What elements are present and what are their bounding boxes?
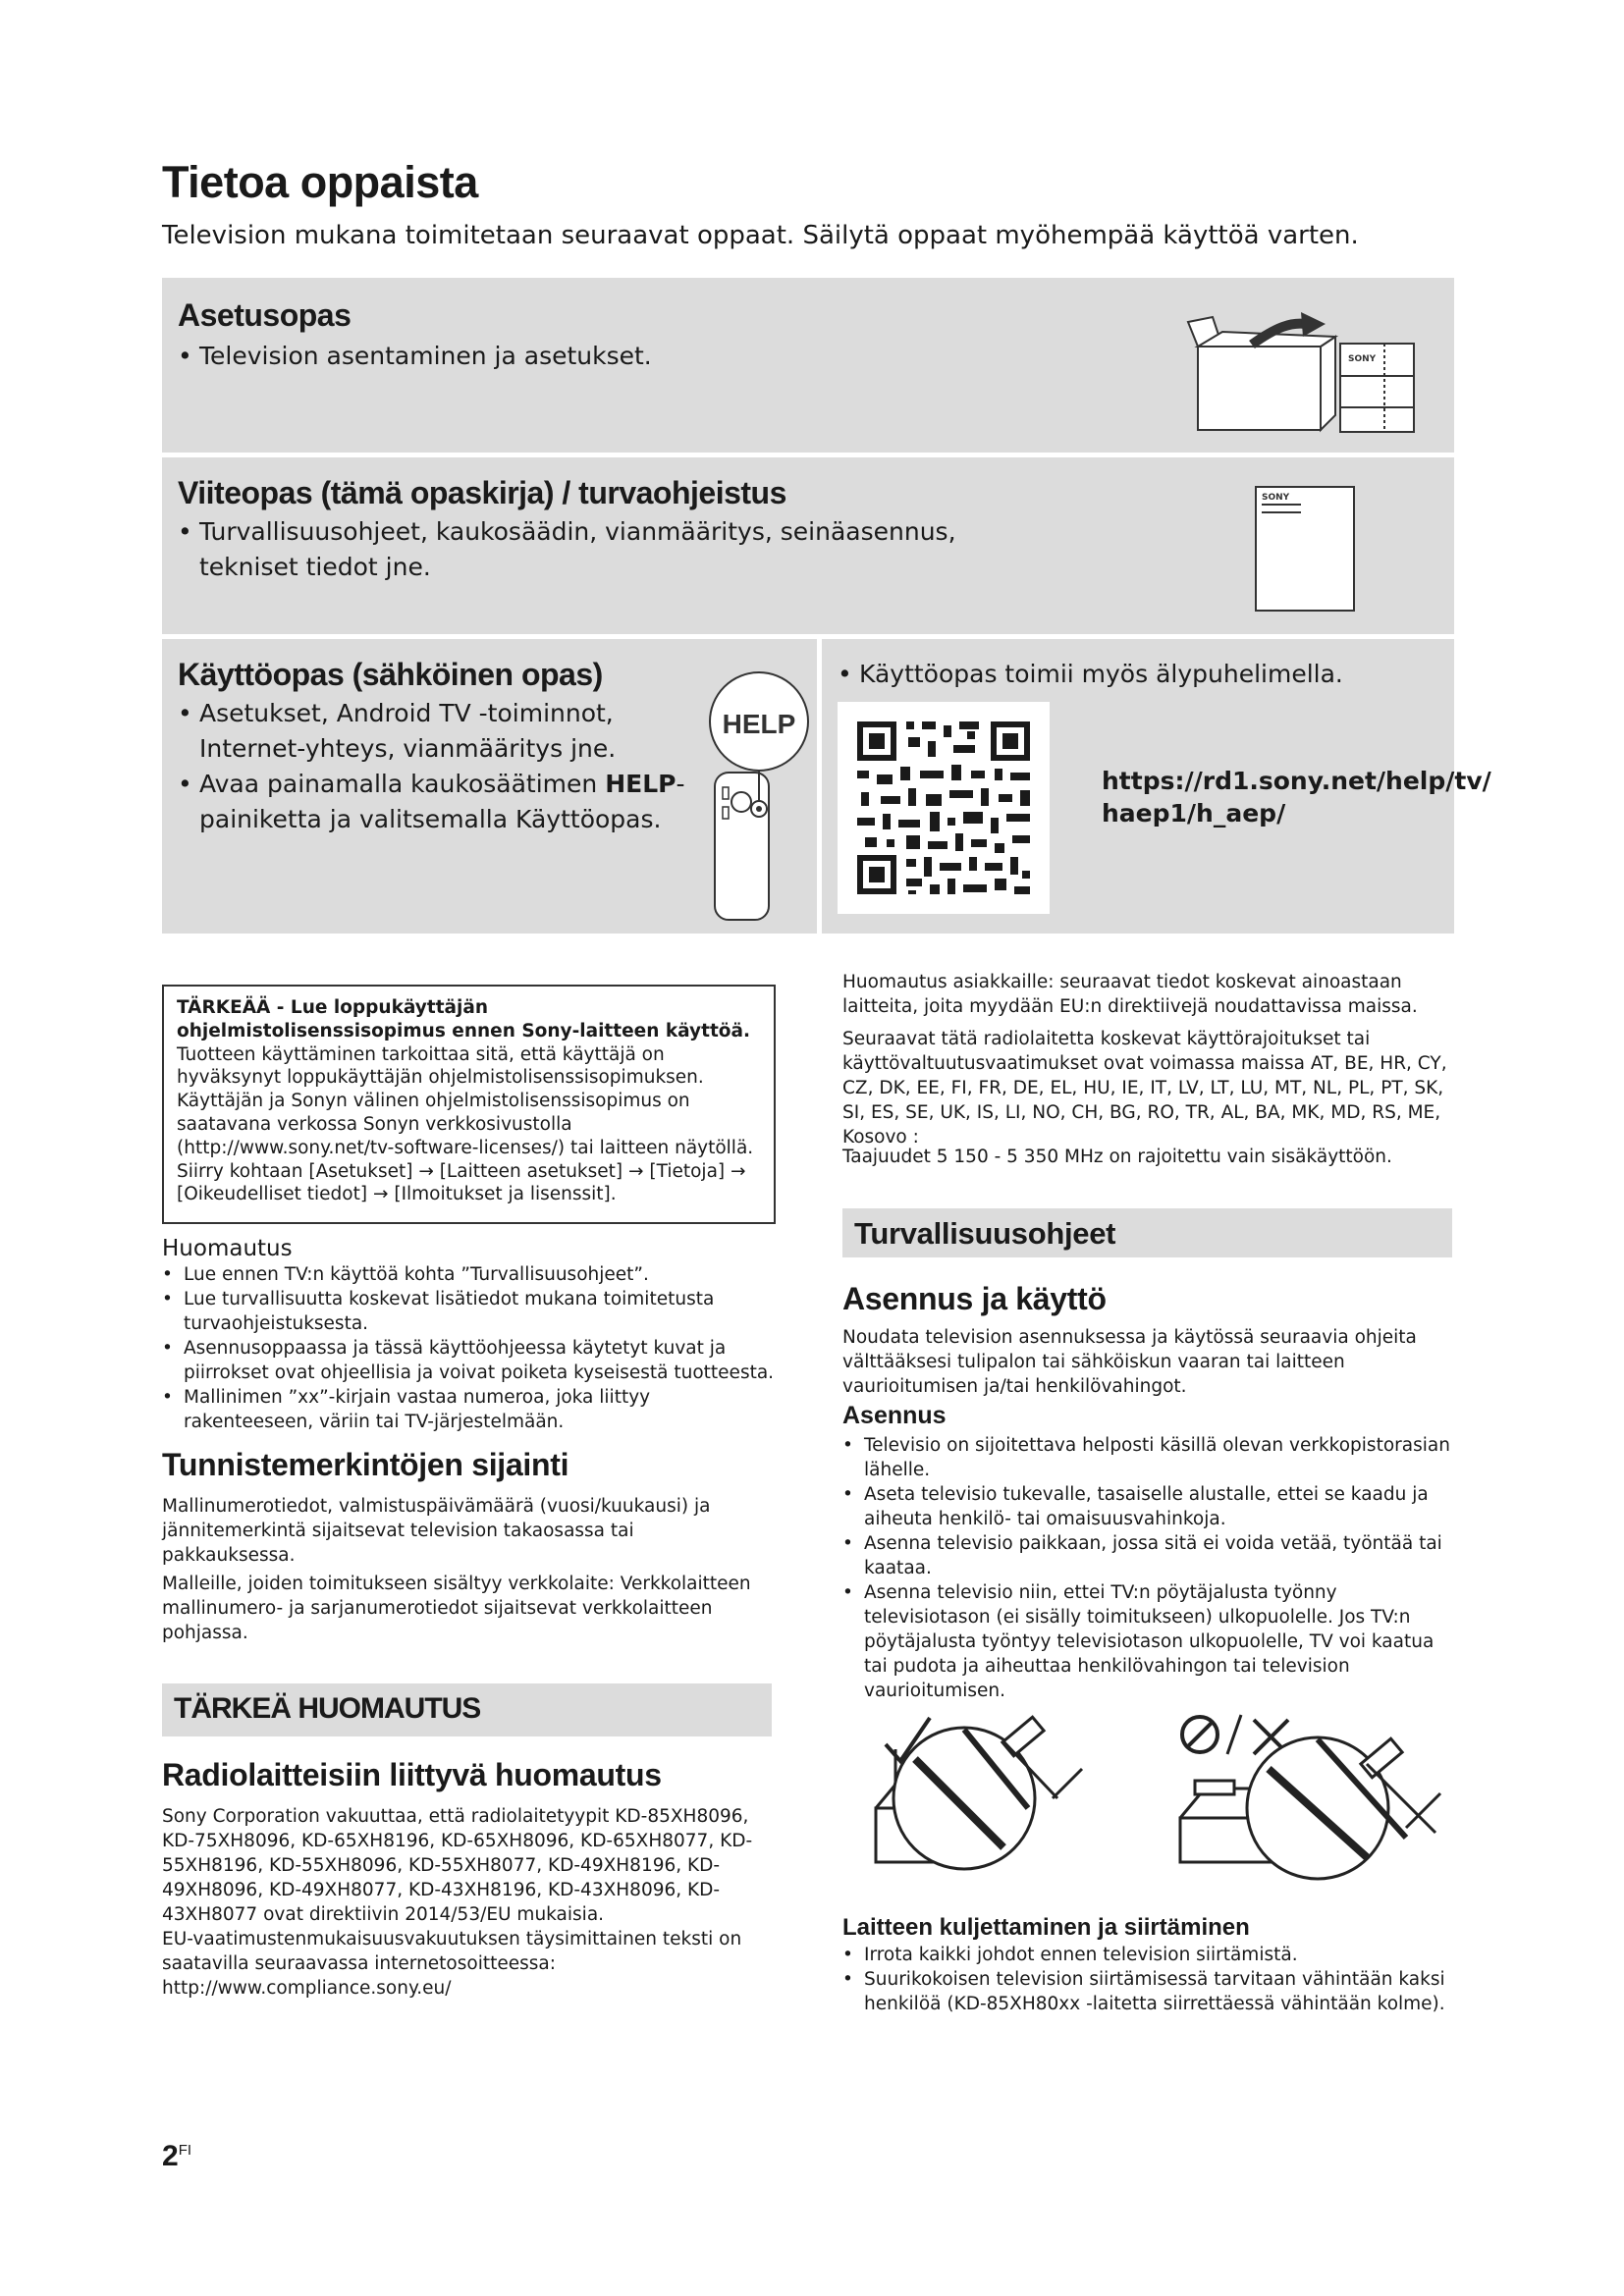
list-item: • Asenna televisio paikkaan, jossa sitä ei voida vetää, työntää tai kaataa. <box>842 1531 1461 1580</box>
list-item: • Käyttöopas toimii myös älypuhelimella. <box>838 657 1436 692</box>
booklet-logo-text: SONY <box>1262 493 1290 503</box>
reference-guide-title: Viiteopas (tämä opaskirja) / turvaohjeistus <box>178 475 786 510</box>
install-subheading: Asennus <box>842 1402 947 1429</box>
list-item: • Irrota kaikki johdot ennen television siirtämistä. <box>842 1943 1456 1967</box>
box-logo-text: SONY <box>1348 354 1377 364</box>
radio-paragraph: Sony Corporation vakuuttaa, että radiolaitetyypit KD-85XH8096, KD-75XH8096, KD-65XH8196, KD-65XH8096, KD-65XH8077, KD-55XH8196, KD-55XH8096, KD-55XH8077, KD-49XH8196, KD-49XH8096, KD-49XH8077, KD-43XH8196, KD-43XH8096, KD-43XH8077 ovat direktiivin 2014/53/EU mukaisia. <box>162 1806 753 1925</box>
list-item: • Suurikokoisen television siirtämisessä tarvitaan vähintään kaksi henkilöä (KD-85XH80xx -laitetta siirrettäessä vähintään kolme). <box>842 1967 1456 2016</box>
list-item: • Asenna televisio niin, ettei TV:n pöytäjalusta työnny televisiotason (ei sisälly toimitukseen) ulkopuolelle. Jos TV:n pöytäjalusta työntyy televisiotason ulkopuolelle, TV voi kaatua tai pudota ja aiheuttaa henkilövahingon tai television vaurioitumisen. <box>842 1580 1461 1703</box>
list-item: • Mallinimen ”xx”-kirjain vastaa numeroa, joka liittyy rakenteeseen, väriin tai TV-järjestelmään. <box>162 1385 785 1434</box>
setup-guide-panel <box>162 278 1454 453</box>
help-guide-title: Käyttöopas (sähköinen opas) <box>178 657 603 692</box>
help-button-label: HELP <box>722 709 796 739</box>
page-title: Tietoa oppaista <box>162 157 478 207</box>
qr-code-icon[interactable] <box>838 702 1050 914</box>
list-item: • Lue ennen TV:n käyttöä kohta ”Turvallisuusohjeet”. <box>162 1262 785 1287</box>
restrictions-paragraph: Seuraavat tätä radiolaitetta koskevat käyttörajoitukset tai käyttövaltuutusvaatimukset ovat voimassa maissa AT, BE, HR, CY, CZ, DK, EE, FI, FR, DE, EL, HU, IE, IT, LV, LT, LU, MT, NL, PL, PT, SK, SI, ES, SE, UK, IS, LI, NO, CH, BG, RO, TR, AL, BA, MK, MD, RS, ME, Kosovo : <box>842 1029 1447 1148</box>
page-subtitle: Television mukana toimitetaan seuraavat oppaat. Säilytä oppaat myöhempää käyttöä varten. <box>162 221 1359 250</box>
remote-help-icon <box>705 665 813 925</box>
list-item: • Aseta televisio tukevalle, tasaiselle alustalle, ettei se kaadu ja aiheuta henkilö- tai omaisuusvahinkoja. <box>842 1482 1461 1531</box>
list-item: • Lue turvallisuutta koskevat lisätiedot mukana toimitetusta turvaohjeistuksesta. <box>162 1287 785 1336</box>
compliance-url[interactable]: http://www.compliance.sony.eu/ <box>162 1978 452 1999</box>
install-list <box>842 1433 1461 1703</box>
list-item: • Asennusoppaassa ja tässä käyttöohjeessa käytetyt kuvat ja piirrokset ovat ohjeellisia ja voivat poiketa kyseisestä tuotteesta. <box>162 1336 785 1385</box>
page-number: $2^{FI}$ <box>162 2140 192 2172</box>
list-item: • Television asentaminen ja asetukset. <box>178 339 963 374</box>
license-notice-box: TÄRKEÄÄ - Lue loppukäyttäjän ohjelmistolisenssisopimus ennen Sony-laitteen käyttöä. Tuotteen käyttäminen tarkoittaa sitä, että käyttäjä on hyväksynyt loppukäyttäjän ohjelmistolisenssisopimuksen. Käyttäjän ja Sonyn välinen ohjelmistolisenssisopimus on saatavana verkossa Sonyn verkkosivustolla (http://www.sony.net/tv-software-licenses/) tai laitteen näytöllä. Siirry kohtaan [Asetukset] → [Laitteen asetukset] → [Tietoja] → [Oikeudelliset tiedot] → [Ilmoitukset ja lisenssit]. <box>162 985 776 1224</box>
important-notice-bar: TÄRKEÄ HUOMAUTUS <box>162 1683 772 1736</box>
setup-guide-title: Asetusopas <box>178 297 352 333</box>
transport-list <box>842 1943 1456 2016</box>
customer-note: Huomautus asiakkaille: seuraavat tiedot koskevat ainoastaan laitteita, joita myydään EU:n direktiivejä noudattavissa maissa. <box>842 972 1418 1017</box>
note-heading: Huomautus <box>162 1236 293 1261</box>
radio-paragraph: EU-vaatimustenmukaisuusvakuutuksen täysimittainen teksti on saatavilla seuraavassa internetosoitteessa: <box>162 1929 742 1974</box>
help-url[interactable]: https://rd1.sony.net/help/tv/ haep1/h_aep/ <box>1102 767 1491 828</box>
reference-guide-list <box>178 514 1002 585</box>
help-guide-panel <box>162 639 817 934</box>
box-and-manual-icon <box>1183 307 1419 440</box>
manual-booklet-icon <box>1252 483 1360 614</box>
list-item: • Turvallisuusohjeet, kaukosäädin, vianmääritys, seinäasennus, tekniset tiedot jne. <box>178 514 1002 585</box>
list-item: • Televisio on sijoitettava helposti käsillä olevan verkkopistorasian lähelle. <box>842 1433 1461 1482</box>
radio-heading: Radiolaitteisiin liittyvä huomautus <box>162 1757 662 1792</box>
transport-heading: Laitteen kuljettaminen ja siirtäminen <box>842 1914 1250 1941</box>
install-heading: Asennus ja käyttö <box>842 1281 1107 1316</box>
setup-guide-list <box>178 339 963 374</box>
mobile-note-list <box>838 657 1436 692</box>
list-item: • Avaa painamalla kaukosäätimen HELP-painiketta ja valitsemalla Käyttöopas. <box>178 767 708 837</box>
tv-stand-placement-illustration <box>856 1710 1447 1887</box>
help-guide-list <box>178 696 708 837</box>
id-labels-paragraph: Mallinumerotiedot, valmistuspäivämäärä (vuosi/kuukausi) ja jännitemerkintä sijaitsevat television takaosassa tai pakkauksessa. <box>162 1496 711 1566</box>
list-item: • Asetukset, Android TV -toiminnot, Internet-yhteys, vianmääritys jne. <box>178 696 708 767</box>
install-intro: Noudata television asennuksessa ja käytössä seuraavia ohjeita välttääksesi tulipalon tai sähköiskun vaaran tai laitteen vaurioitumisen ja/tai henkilövahingot. <box>842 1327 1417 1397</box>
frequency-note: Taajuudet 5 150 - 5 350 MHz on rajoitettu vain sisäkäyttöön. <box>842 1147 1392 1167</box>
safety-instructions-bar: Turvallisuusohjeet <box>842 1208 1452 1257</box>
reference-guide-panel <box>162 457 1454 634</box>
id-labels-heading: Tunnistemerkintöjen sijainti <box>162 1447 569 1482</box>
note-list <box>162 1262 785 1434</box>
id-labels-paragraph: Malleille, joiden toimitukseen sisältyy verkkolaite: Verkkolaitteen mallinumero- ja sarjanumerotiedot sijaitsevat verkkolaitteen pohjassa. <box>162 1574 751 1643</box>
mobile-guide-panel <box>822 639 1491 934</box>
